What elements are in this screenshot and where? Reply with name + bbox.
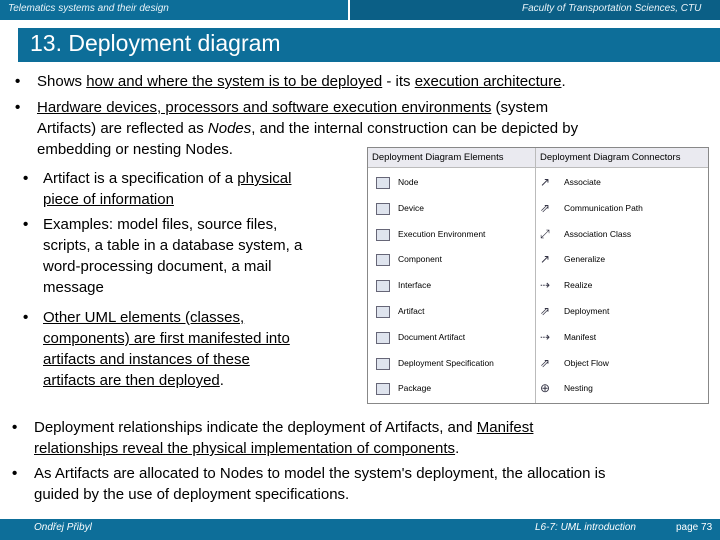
connector-icon: ↗ — [540, 175, 551, 189]
connector-label: Manifest — [564, 331, 597, 342]
connector-icon: ⇗ — [540, 200, 551, 215]
connector-icon: ↗ — [540, 252, 551, 267]
element-label: Document Artifact — [398, 331, 466, 342]
table-row — [368, 376, 708, 401]
connector-icon: ⇢ — [540, 329, 551, 344]
table-head-connectors: Deployment Diagram Connectors — [536, 148, 708, 168]
element-icon — [376, 203, 390, 215]
element-icon — [376, 177, 390, 189]
page-title: 13. Deployment diagram — [30, 30, 281, 56]
table-head-elements: Deployment Diagram Elements — [368, 148, 535, 168]
bullet-deployment-relationships: • Deployment relationships indicate the deployment of Artifacts, and Manifest relationships reveal the physical implementation of components. — [12, 419, 534, 457]
connector-label: Nesting — [564, 383, 593, 394]
connector-icon: ⤢ — [540, 226, 550, 241]
table-row — [368, 351, 708, 376]
element-icon — [376, 383, 390, 395]
footer-course: L6-7: UML introduction — [535, 522, 636, 533]
table-row — [368, 247, 708, 272]
connector-label: Deployment — [564, 306, 610, 316]
element-icon — [376, 229, 390, 241]
bullet-examples: • Examples: model files, source files, scripts, a table in a database system, a word-processing document, a mail message — [23, 216, 303, 296]
element-label: Interface — [398, 280, 432, 291]
element-icon — [376, 358, 390, 370]
element-icon — [376, 280, 390, 292]
table-row — [368, 170, 708, 195]
bullet-artifact: • Artifact is a specification of a physical piece of information — [23, 170, 292, 208]
connector-icon: ⊕ — [540, 381, 551, 396]
table-row — [368, 222, 708, 247]
header-right-text: Faculty of Transportation Sciences, CTU — [522, 3, 702, 14]
connector-label: Associate — [564, 177, 601, 187]
element-label: Artifact — [398, 306, 425, 316]
bullet-other-uml: • Other UML elements (classes, components) are first manifested into artifacts and instances of these artifacts are then deployed. — [23, 309, 290, 389]
table-row — [368, 299, 708, 324]
connector-label: Communication Path — [564, 202, 643, 213]
connector-label: Realize — [564, 280, 593, 291]
bullet-1: • Shows how and where the system is to be deployed - its execution architecture. — [15, 73, 566, 90]
bullet-allocation: • As Artifacts are allocated to Nodes to model the system's deployment, the allocation is guided by the use of deployment specifications. — [12, 465, 606, 503]
footer-author: Ondřej Přibyl — [34, 522, 92, 533]
connector-icon: ⇗ — [540, 355, 551, 370]
element-label: Node — [398, 177, 419, 187]
header-left-text: Telematics systems and their design — [8, 3, 169, 14]
element-label: Deployment Specification — [398, 357, 494, 368]
connector-icon: ⇗ — [540, 304, 551, 318]
element-icon — [376, 306, 390, 318]
deployment-elements-table — [367, 147, 709, 404]
footer-page: page 73 — [676, 522, 713, 533]
bullet-2: • Hardware devices, processors and software execution environments (system Artifacts) are reflected as Nodes, and the internal construction can be depicted by embedding or nesting Nodes. — [15, 99, 579, 158]
table-row — [368, 196, 708, 221]
connector-label: Object Flow — [564, 357, 609, 368]
connector-label: Generalize — [564, 254, 606, 265]
element-icon — [376, 332, 390, 344]
connector-label: Association Class — [564, 228, 632, 239]
element-label: Component — [398, 254, 442, 265]
element-label: Execution Environment — [398, 228, 486, 239]
connector-icon: ⇢ — [540, 278, 551, 293]
table-row — [368, 273, 708, 298]
element-label: Package — [398, 383, 432, 394]
element-label: Device — [398, 202, 424, 213]
table-row — [368, 325, 708, 350]
element-icon — [376, 254, 390, 266]
